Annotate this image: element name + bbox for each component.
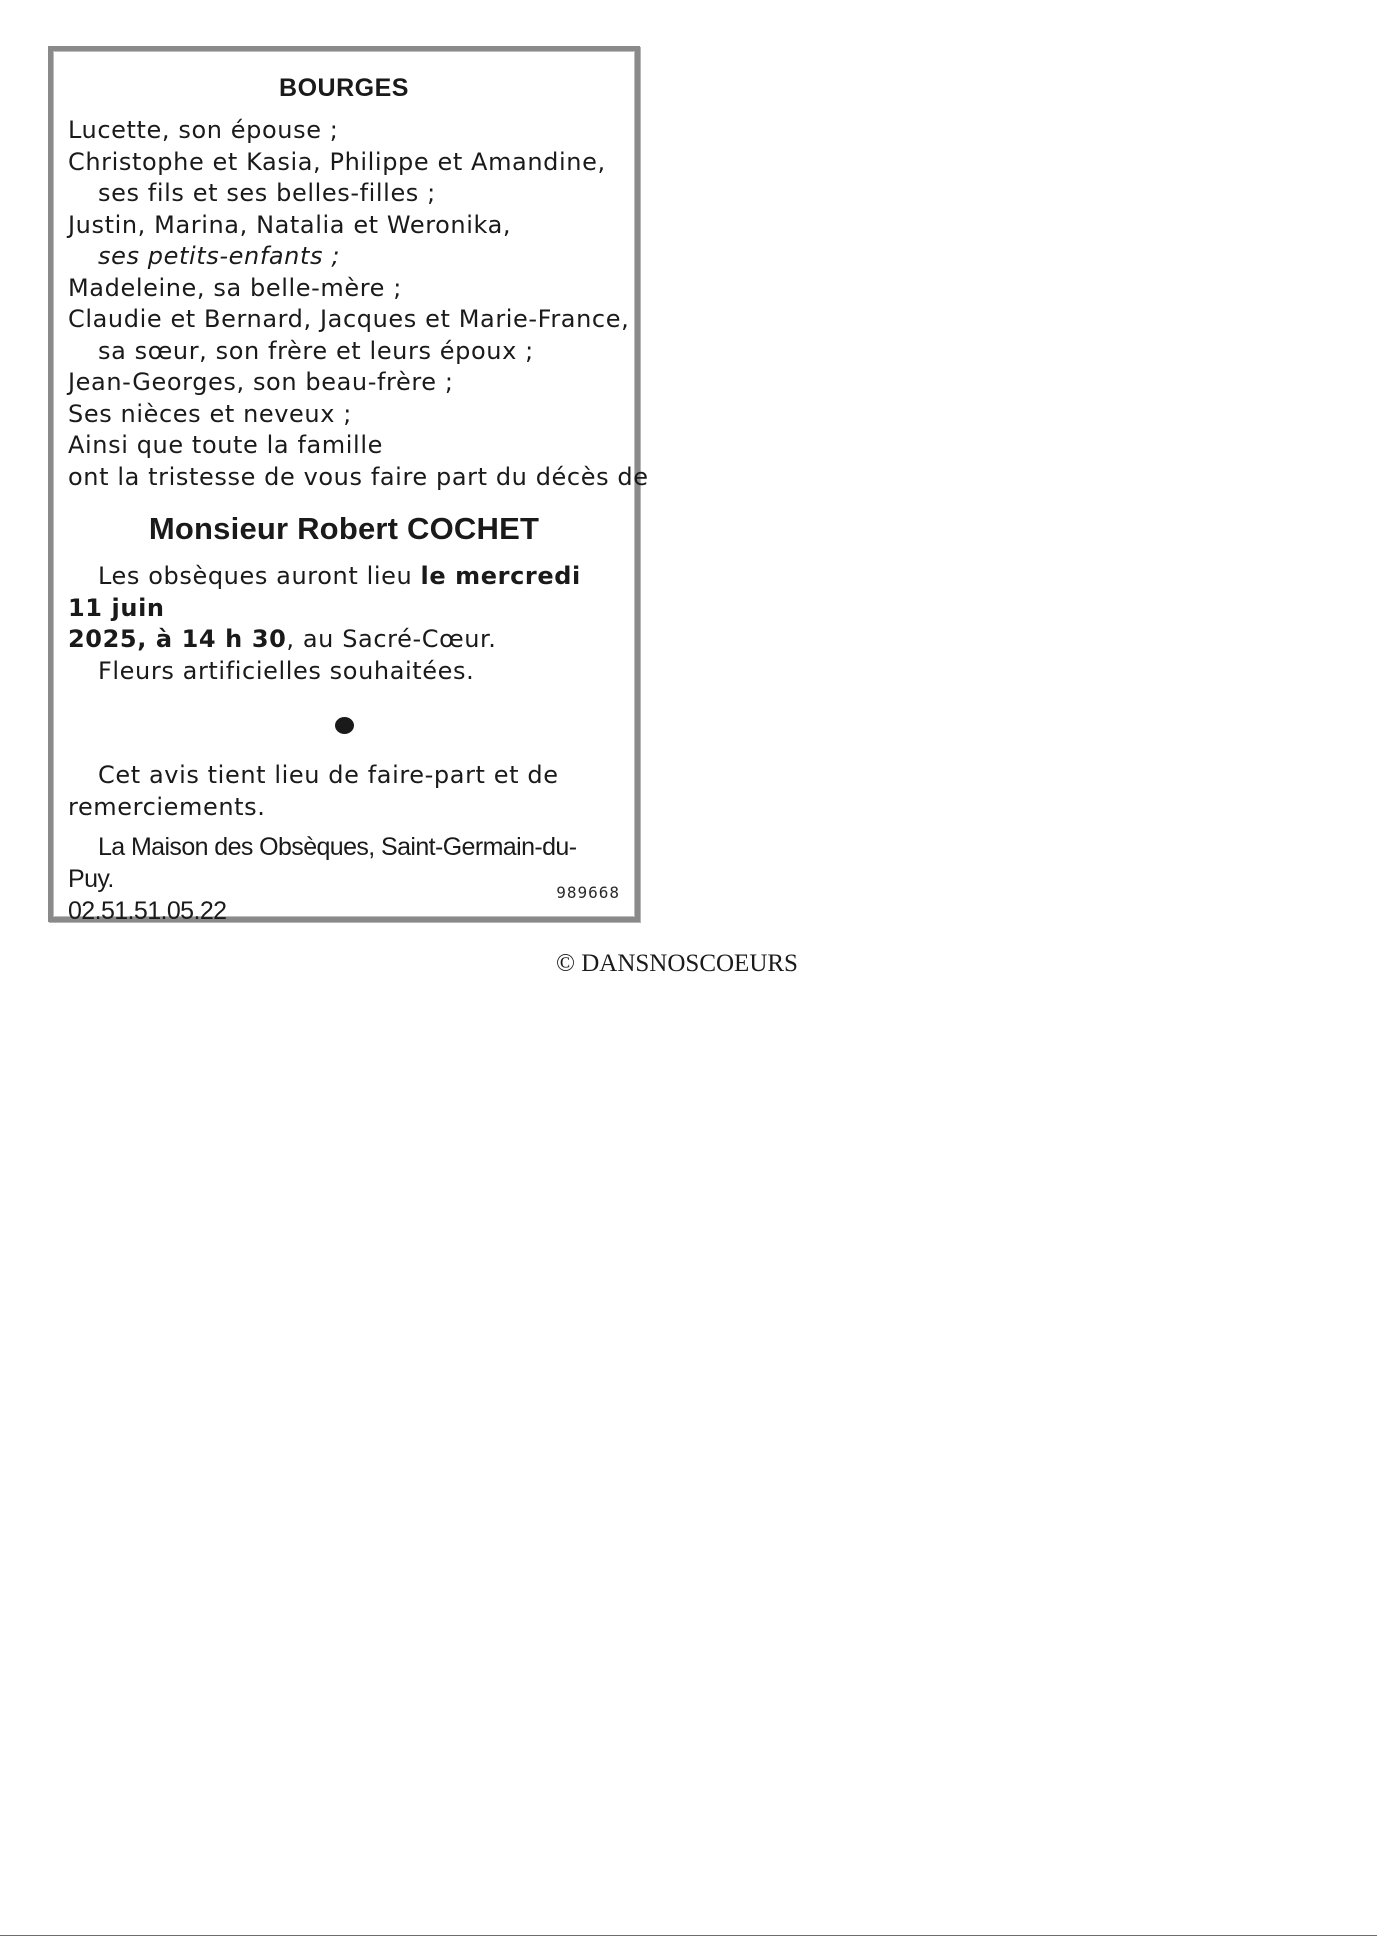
family-line-sons-relation: ses fils et ses belles-filles ; — [98, 179, 436, 207]
funeral-intro: Les obsèques auront lieu — [98, 562, 421, 590]
funeral-home-phone: 02.51.51.05.22 — [68, 897, 227, 925]
family-line-grandchildren: Justin, Marina, Natalia et Weronika, — [68, 210, 512, 239]
bullet-separator — [335, 717, 354, 734]
acknowledgement-text — [68, 760, 620, 823]
copyright-notice: © DANSNOSCOEURS — [556, 950, 798, 977]
family-list — [68, 115, 649, 493]
page-bottom-rule — [0, 1935, 1377, 1936]
family-line-whole-family: Ainsi que toute la famille — [68, 431, 383, 459]
flowers-note: Fleurs artificielles souhaitées. — [98, 656, 475, 685]
family-line-grandchildren-relation: ses petits-enfants ; — [98, 242, 341, 270]
deceased-name: Monsieur Robert COCHET — [148, 511, 540, 546]
acknowledgement: Cet avis tient lieu de faire-part et de remerciements. — [68, 761, 559, 821]
family-line-siblings: Claudie et Bernard, Jacques et Marie-France, — [68, 305, 630, 333]
notice-content — [53, 51, 649, 925]
funeral-time: 2025, à 14 h 30 — [68, 625, 287, 653]
funeral-date: le mercredi 11 juin — [68, 562, 581, 622]
funeral-place: , au Sacré-Cœur. — [286, 625, 497, 653]
family-line-nieces-nephews: Ses nièces et neveux ; — [68, 399, 352, 428]
family-line-announcement: ont la tristesse de vous faire part du décès de — [68, 462, 649, 491]
family-line-brother-in-law: Jean-Georges, son beau-frère ; — [68, 368, 454, 396]
family-line-sons: Christophe et Kasia, Philippe et Amandine, — [68, 147, 606, 176]
reference-number: 989668 — [556, 883, 620, 902]
funeral-details — [68, 561, 620, 687]
family-line-siblings-relation: sa sœur, son frère et leurs époux ; — [98, 336, 534, 365]
family-line-mother-in-law: Madeleine, sa belle-mère ; — [68, 273, 402, 302]
funeral-home-name: La Maison des Obsèques, Saint-Germain-du-Puy. — [68, 833, 577, 893]
obituary-notice — [48, 46, 649, 925]
family-line-spouse: Lucette, son épouse ; — [68, 116, 339, 144]
notice-city: BOURGES — [279, 74, 409, 102]
funeral-home-block — [68, 831, 620, 927]
